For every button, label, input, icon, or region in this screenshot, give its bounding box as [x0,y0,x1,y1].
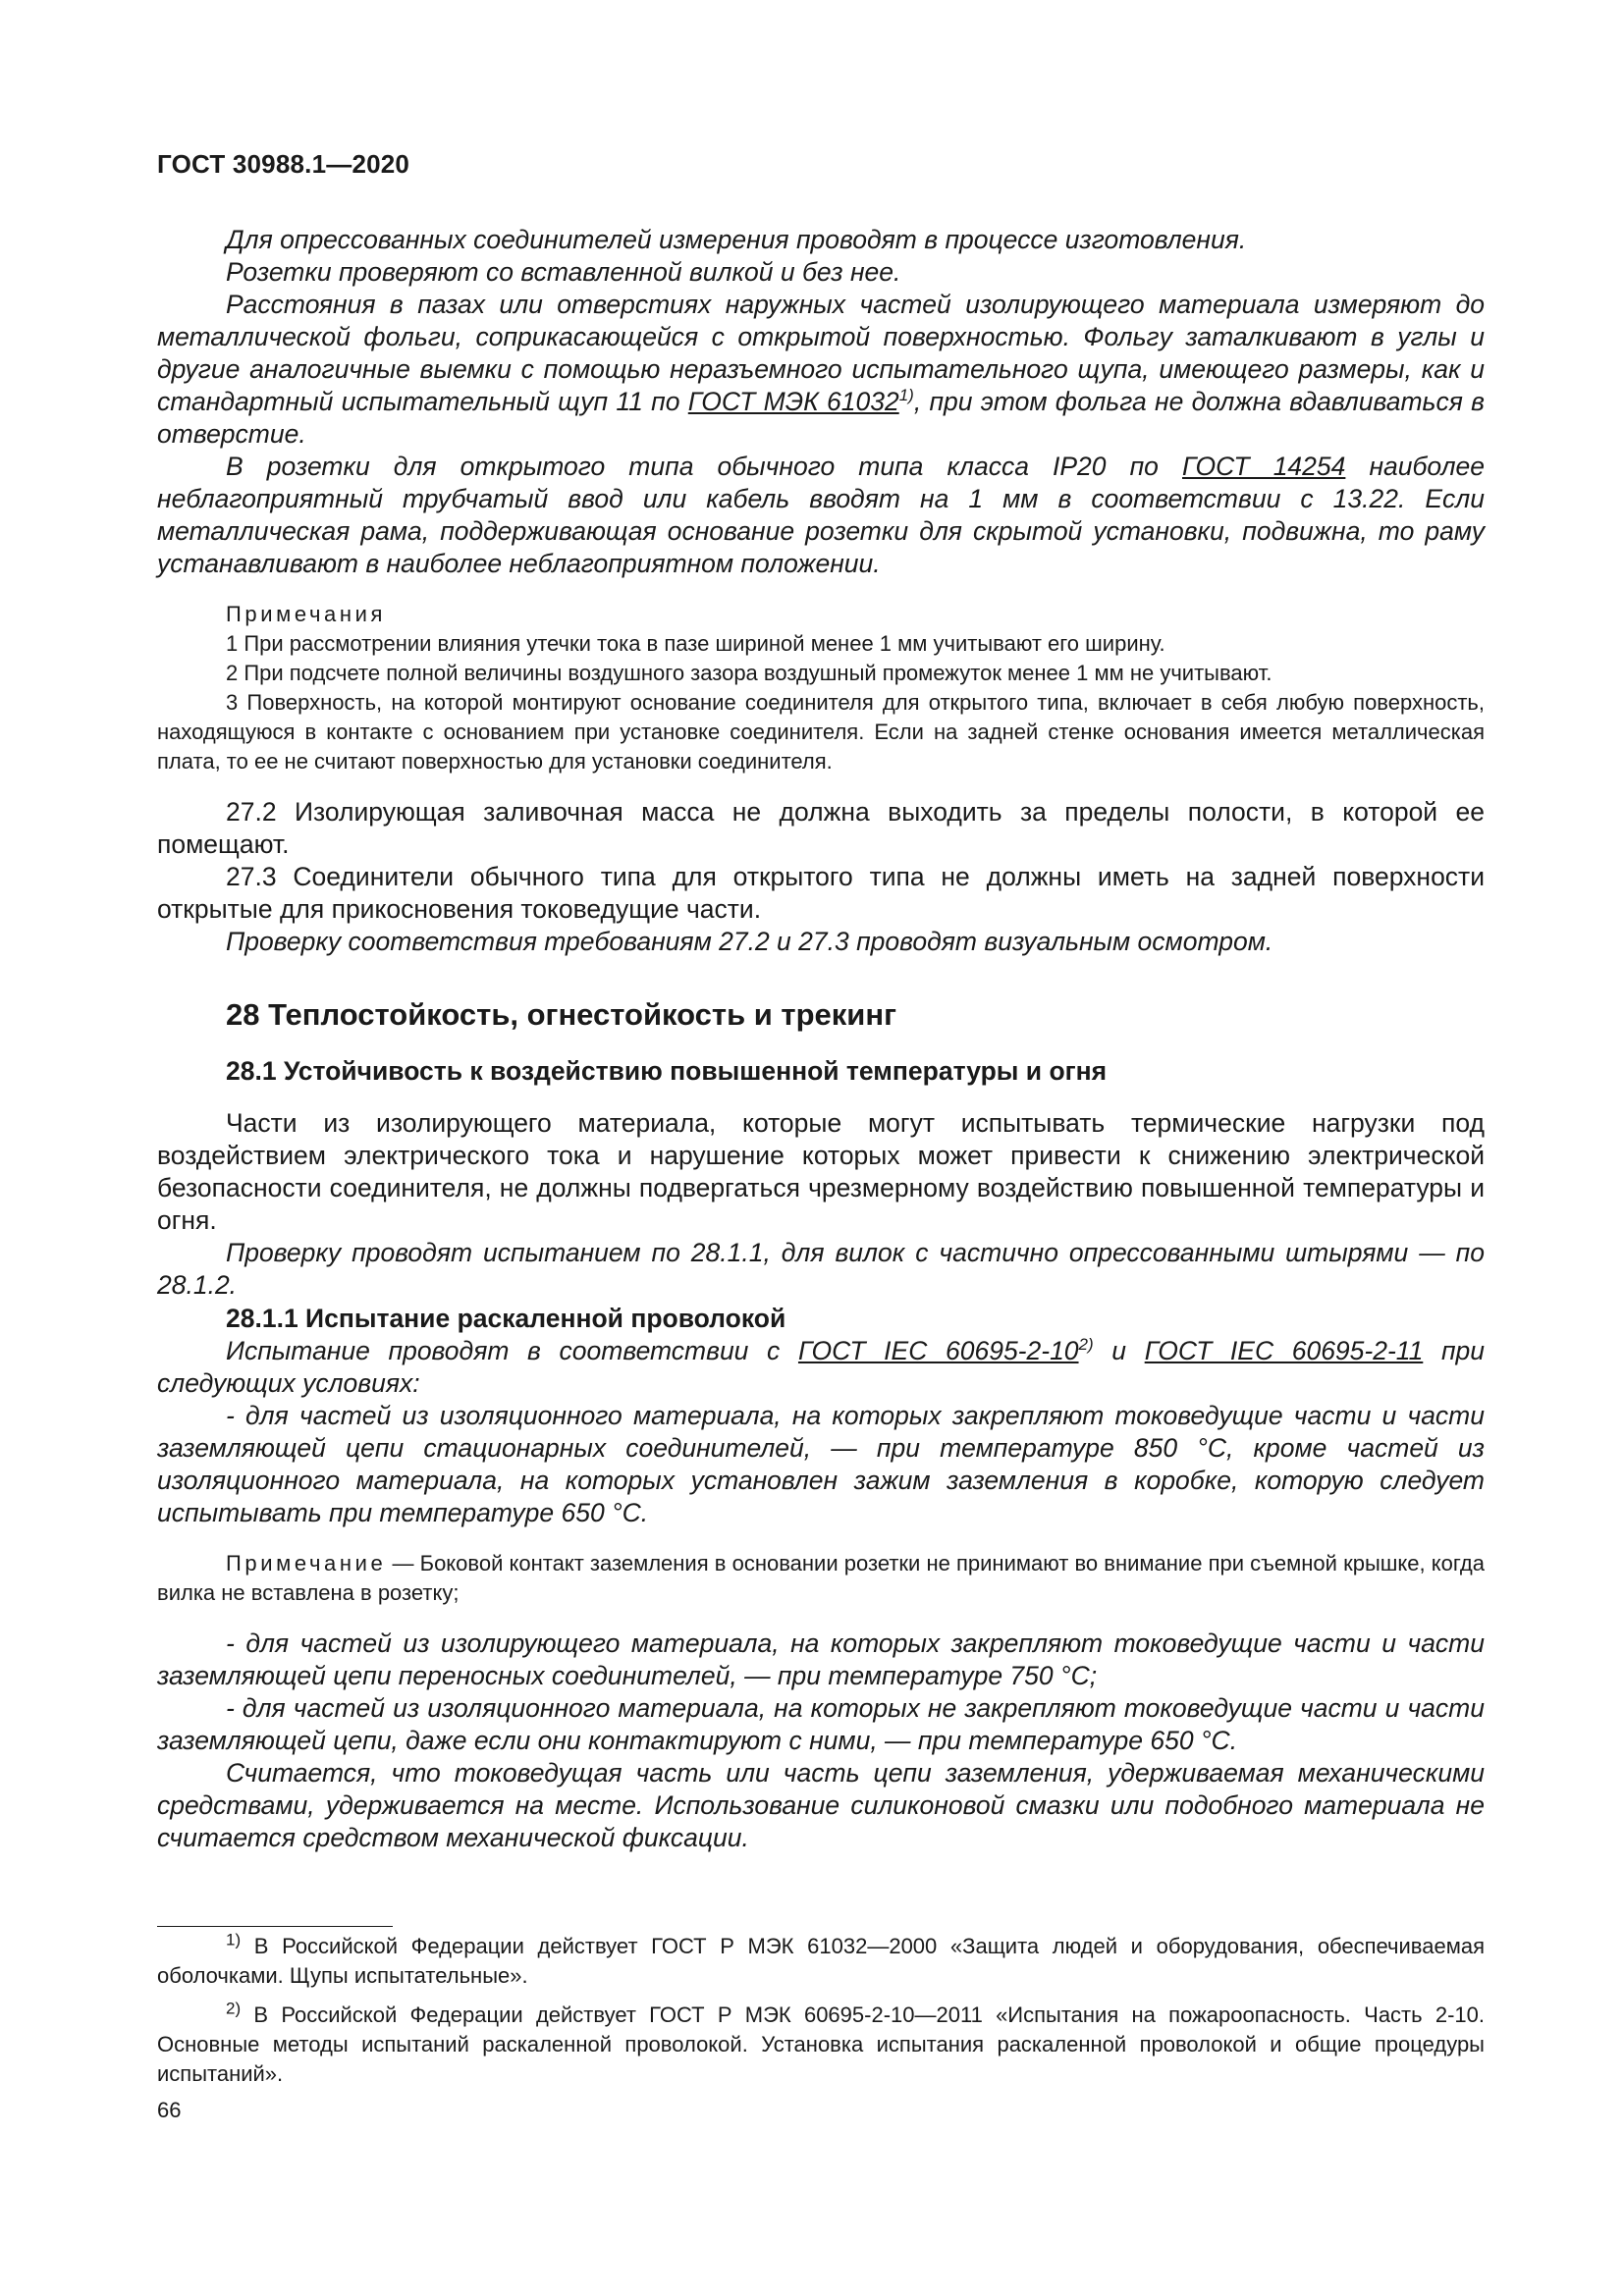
standard-link-gost-mek-61032[interactable]: ГОСТ МЭК 61032 [687,387,899,416]
footnotes [157,1932,1485,2099]
intro-paragraph-3 [157,289,1485,451]
note-text: — Боковой контакт заземления в основании розетки не принимают во внимание при съемной крышке, когда вилка не вставлена в розетку; [157,1551,1485,1605]
section-28-1-1-title: 28.1.1 Испытание раскаленной проволокой [226,1304,786,1333]
standard-link-gost-iec-60695-2-10[interactable]: ГОСТ IEC 60695-2-10 [797,1336,1079,1365]
footnote-ref-2[interactable]: 2) [1078,1335,1094,1355]
standard-link-gost-iec-60695-2-11[interactable]: ГОСТ IEC 60695-2-11 [1144,1336,1424,1365]
footnote-2-text: В Российской Федерации действует ГОСТ Р МЭК 60695-2-10—2011 «Испытания на пожароопасность. Часть 2-10. Основные методы испытаний раскаленной проволокой. Установка испытания раскаленной проволокой и общие процедуры испытаний». [157,2002,1485,2086]
page-number: 66 [157,2098,182,2122]
text-run: наиболее неблагоприятный трубчатый ввод или кабель вводят на 1 мм в соответствии с 13.22. Если металлическая рама, поддерживающая основание розетки для скрытой установки, подвижна, то раму устанавливают в наиболее неблагоприятном положении. [157,452,1486,578]
intro-paragraph-4 [157,451,1485,580]
notes-block [157,600,1485,776]
section-28-1-1-paragraph [157,1335,1485,1400]
clause-27-check: Проверку соответствия требованиям 27.2 и 27.3 проводят визуальным осмотром. [226,927,1273,956]
footnote-2 [157,2001,1485,2089]
text-run: , при этом фольга не должна вдавливаться в отверстие. [157,387,1485,449]
text-run: и [1093,1336,1145,1365]
notes-heading: Примечания [226,602,387,626]
text-run: Испытание проводят в соответствии с [226,1336,798,1365]
section-28-title: 28 Теплостойкость, огнестойкость и трекинг [226,997,896,1032]
text-run: при следующих условиях: [157,1336,1486,1398]
note-label: Примечание [226,1551,387,1575]
intro-paragraph-1: Для опрессованных соединителей измерения проводят в процессе изготовления. [226,225,1247,254]
document-body [157,224,1485,1854]
note-1: 1 При рассмотрении влияния утечки тока в пазе шириной менее 1 мм учитывают его ширину. [226,631,1165,656]
document-header: ГОСТ 30988.1—2020 [157,149,410,179]
standard-link-gost-14254[interactable]: ГОСТ 14254 [1182,452,1346,481]
inline-note [157,1549,1485,1608]
clause-27-2: 27.2 Изолирующая заливочная масса не должна выходить за пределы полости, в которой ее помещают. [157,797,1485,859]
footnote-ref-1[interactable]: 1) [898,386,914,405]
condition-item-2: - для частей из изолирующего материала, на которых закрепляют токоведущие части и части заземляющей цепи переносных соединителей, — при температуре 750 °С; [157,1629,1485,1690]
condition-item-3: - для частей из изоляционного материала, на которых не закрепляют токоведущие части и части заземляющей цепи, даже если они контактируют с ними, — при температуре 650 °С. [157,1693,1485,1755]
text-run: В розетки для открытого типа обычного типа класса IP20 по [226,452,1183,481]
footnote-2-marker: 2) [226,1999,242,2018]
footnote-1-text: В Российской Федерации действует ГОСТ Р МЭК 61032—2000 «Защита людей и оборудования, обеспечиваемая оболочками. Щупы испытательные». [157,1934,1485,1988]
note-2: 2 При подсчете полной величины воздушного зазора воздушный промежуток менее 1 мм не учитывают. [226,661,1272,685]
footnote-1 [157,1932,1485,1991]
condition-item-1: - для частей из изоляционного материала, на которых закрепляют токоведущие части и части заземляющей цепи стационарных соединителей, — при температуре 850 °С, кроме частей из изоляционного материала, на которых установлен зажим заземления в коробке, которую следует испытывать при температуре 650 °С. [157,1401,1485,1527]
footnote-separator [157,1926,393,1927]
section-28-1-paragraph-2: Проверку проводят испытанием по 28.1.1, для вилок с частично опрессованными штырями — по 28.1.2. [157,1238,1485,1300]
clause-27-3: 27.3 Соединители обычного типа для открытого типа не должны иметь на задней поверхности открытые для прикосновения токоведущие части. [157,862,1485,924]
text-run: Расстояния в пазах или отверстиях наружных частей изолирующего материала измеряют до металлической фольги, соприкасающейся с открытой поверхностью. Фольгу заталкивают в углы и другие аналогичные выемки с помощью неразъемного испытательного щупа, имеющего размеры, как и стандартный испытательный щуп 11 по [157,290,1485,416]
footnote-1-marker: 1) [226,1930,242,1949]
section-28-1-title: 28.1 Устойчивость к воздействию повышенной температуры и огня [226,1056,1108,1086]
note-3: 3 Поверхность, на которой монтируют основание соединителя для открытого типа, включает в себя любую поверхность, находящуюся в контакте с основанием при установке соединителя. Если на задней стенке основания имеется металлическая плата, то ее не считают поверхностью для установки соединителя. [157,690,1485,774]
intro-paragraph-2: Розетки проверяют со вставленной вилкой и без нее. [226,257,901,287]
section-28-1-paragraph-1: Части из изолирующего материала, которые могут испытывать термические нагрузки под воздействием электрического тока и нарушение которых может привести к снижению электрической безопасности соединителя, не должны подвергаться чрезмерному воздействию повышенной температуры и огня. [157,1108,1485,1235]
final-paragraph: Считается, что токоведущая часть или часть цепи заземления, удерживаемая механическими средствами, удерживается на месте. Использование силиконовой смазки или подобного материала не считается средством механической фиксации. [157,1758,1485,1852]
